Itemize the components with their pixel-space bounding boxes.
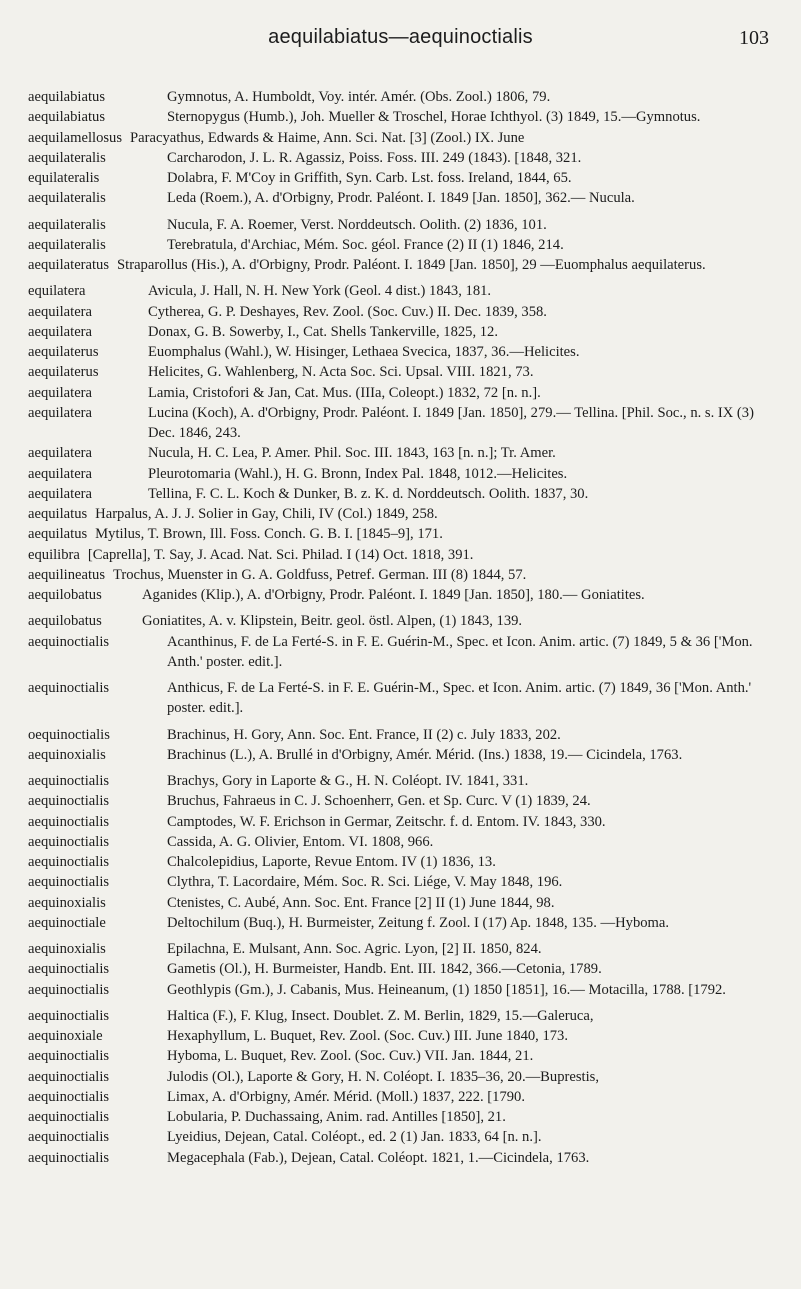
entry	[28, 255, 773, 275]
entry-definition: Pleurotomaria (Wahl.), H. G. Bronn, Index Pal. 1848, 1012.—Helicites.	[148, 465, 568, 482]
entry-term: aequilobatus	[28, 613, 102, 630]
entry-term: aequinoctialis	[28, 833, 110, 850]
entry-definition: Geothlypis (Gm.), J. Cabanis, Mus. Heineanum, (1) 1850 [1851], 16.— Motacilla, 1788. [1792.	[167, 981, 726, 998]
entry	[28, 745, 773, 765]
entry	[28, 771, 773, 791]
entry-definition: Cassida, A. G. Olivier, Entom. VI. 1808, 966.	[167, 833, 434, 850]
entry	[28, 403, 773, 444]
entry-definition: Julodis (Ol.), Laporte & Gory, H. N. Coléopt. I. 1835–36, 20.—Buprestis,	[167, 1068, 599, 1085]
entry-term: aequilabiatus	[28, 109, 105, 126]
entry	[28, 281, 773, 301]
entry-definition: Goniatites, A. v. Klipstein, Beitr. geol. östl. Alpen, (1) 1843, 139.	[142, 613, 523, 630]
page-number: 103	[739, 27, 769, 49]
entry-term: aequinoctiale	[28, 914, 106, 931]
entry-definition: Trochus, Muenster in G. A. Goldfuss, Petref. German. III (8) 1844, 57.	[113, 566, 527, 583]
entry-definition: Aganides (Klip.), A. d'Orbigny, Prodr. Paléont. I. 1849 [Jan. 1850], 180.— Goniatites.	[142, 587, 645, 603]
entry-definition: Nucula, F. A. Roemer, Verst. Norddeutsch. Oolith. (2) 1836, 101.	[167, 216, 547, 233]
entry	[28, 1046, 773, 1066]
entry	[28, 484, 773, 504]
entry-term: aequinoctialis	[28, 961, 110, 978]
entry-term: aequinoxiale	[28, 1028, 103, 1044]
entry-definition: Paracyathus, Edwards & Haime, Ann. Sci. Nat. [3] (Zool.) IX. June	[130, 129, 525, 146]
entry-term: aequilatera	[28, 445, 93, 462]
entry	[28, 893, 773, 913]
entry	[28, 913, 773, 933]
entry-definition: Brachinus (L.), A. Brullé in d'Orbigny, Amér. Mérid. (Ins.) 1838, 19.— Cicindela, 1763.	[167, 746, 683, 763]
entry-definition: Ctenistes, C. Aubé, Ann. Soc. Ent. France [2] II (1) June 1844, 98.	[167, 894, 555, 911]
entry	[28, 1107, 773, 1127]
entry	[28, 791, 773, 811]
entry	[28, 148, 773, 168]
entry-definition: Leda (Roem.), A. d'Orbigny, Prodr. Paléont. I. 1849 [Jan. 1850], 362.— Nucula.	[167, 190, 635, 207]
entry-definition: Helicites, G. Wahlenberg, N. Acta Soc. Sci. Upsal. VIII. 1821, 73.	[148, 364, 534, 381]
page-header	[30, 26, 771, 56]
entry	[28, 322, 773, 342]
entry-definition: Hexaphyllum, L. Buquet, Rev. Zool. (Soc. Cuv.) III. June 1840, 173.	[167, 1028, 568, 1044]
entry-term: aequilatus	[28, 506, 88, 522]
entry	[28, 812, 773, 832]
entry-definition: Sternopygus (Humb.), Joh. Mueller & Troschel, Horae Ichthyol. (3) 1849, 15.—Gymnotus.	[167, 109, 701, 126]
entry	[28, 1026, 773, 1046]
entry-definition: Nucula, H. C. Lea, P. Amer. Phil. Soc. III. 1843, 163 [n. n.]; Tr. Amer.	[148, 445, 556, 462]
entry	[28, 585, 773, 605]
entry	[28, 872, 773, 892]
entry	[28, 959, 773, 979]
entry-term: aequinoctialis	[28, 680, 110, 696]
entry-term: aequinoctialis	[28, 773, 110, 789]
entry-term: aequinoctialis	[28, 1088, 110, 1105]
entry	[28, 1148, 773, 1168]
entry	[28, 443, 773, 463]
entry-term: aequilaterus	[28, 364, 99, 381]
entry-definition: Brachys, Gory in Laporte & G., H. N. Coléopt. IV. 1841, 331.	[167, 773, 529, 789]
entry	[28, 235, 773, 255]
entry-definition: Harpalus, A. J. J. Solier in Gay, Chili, IV (Col.) 1849, 258.	[95, 506, 438, 522]
entry-definition: Camptodes, W. F. Erichson in Germar, Zeitschr. f. d. Entom. IV. 1843, 330.	[167, 813, 606, 830]
entry-term: aequinoxialis	[28, 894, 106, 911]
entry-definition: Brachinus, H. Gory, Ann. Soc. Ent. France, II (2) c. July 1833, 202.	[167, 726, 561, 743]
entry-definition: Carcharodon, J. L. R. Agassiz, Poiss. Foss. III. 249 (1843). [1848, 321.	[167, 149, 582, 166]
entry-definition: [Caprella], T. Say, J. Acad. Nat. Sci. Philad. I (14) Oct. 1818, 391.	[87, 546, 474, 563]
entry-definition: Acanthinus, F. de La Ferté-S. in F. E. Guérin-M., Spec. et Icon. Anim. artic. (7) 1849, 5 & 36 ['Mon. Anth.' poster. edit.].	[167, 633, 753, 670]
entry-definition: Hyboma, L. Buquet, Rev. Zool. (Soc. Cuv.) VII. Jan. 1844, 21.	[167, 1048, 534, 1065]
entry-term: aequilabiatus	[28, 89, 105, 105]
entry-term: aequinoctialis	[28, 854, 110, 870]
entry	[28, 342, 773, 362]
entry-term: aequilatera	[28, 485, 93, 502]
entry-term: equilibra	[28, 546, 80, 563]
entry	[28, 725, 773, 745]
entry-definition: Gymnotus, A. Humboldt, Voy. intér. Amér. (Obs. Zool.) 1806, 79.	[167, 89, 551, 105]
entry	[28, 524, 773, 544]
entry-term: aequilatera	[28, 384, 93, 401]
entry	[28, 107, 773, 127]
entry-term: aequilatera	[28, 323, 93, 340]
entry-term: aequinoctialis	[28, 1149, 110, 1166]
entry-definition: Epilachna, E. Mulsant, Ann. Soc. Agric. Lyon, [2] II. 1850, 824.	[167, 941, 542, 957]
entry-definition: Dolabra, F. M'Coy in Griffith, Syn. Carb. Lst. foss. Ireland, 1844, 65.	[167, 170, 572, 186]
entry-definition: Megacephala (Fab.), Dejean, Catal. Coléopt. 1821, 1.—Cicindela, 1763.	[167, 1149, 590, 1166]
entry	[28, 1006, 773, 1026]
entry-definition: Cytherea, G. P. Deshayes, Rev. Zool. (Soc. Cuv.) II. Dec. 1839, 358.	[148, 303, 547, 320]
entry-term: aequilateralis	[28, 190, 106, 207]
entry-definition: Mytilus, T. Brown, Ill. Foss. Conch. G. B. I. [1845–9], 171.	[95, 526, 443, 543]
entry-definition: Lucina (Koch), A. d'Orbigny, Prodr. Paléont. I. 1849 [Jan. 1850], 279.— Tellina. [Phil. Soc., n. s. IX (3) Dec. 1846, 243.	[148, 404, 754, 441]
entry-list	[28, 87, 773, 1168]
entry-term: aequilaterus	[28, 344, 99, 360]
entry-definition: Haltica (F.), F. Klug, Insect. Doublet. Z. M. Berlin, 1829, 15.—Galeruca,	[167, 1007, 594, 1024]
entry-term: equilateralis	[28, 170, 100, 186]
entry-definition: Gametis (Ol.), H. Burmeister, Handb. Ent. III. 1842, 366.—Cetonia, 1789.	[167, 961, 602, 978]
entry-definition: Lyeidius, Dejean, Catal. Coléopt., ed. 2 (1) Jan. 1833, 64 [n. n.].	[167, 1129, 542, 1146]
entry-term: oequinoctialis	[28, 726, 110, 743]
entry	[28, 980, 773, 1000]
entry-definition: Clythra, T. Lacordaire, Mém. Soc. R. Sci. Liége, V. May 1848, 196.	[167, 874, 563, 891]
entry-definition: Bruchus, Fahraeus in C. J. Schoenherr, Gen. et Sp. Curc. V (1) 1839, 24.	[167, 793, 591, 810]
entry-term: aequilamellosus	[28, 129, 123, 146]
entry-term: aequinoctialis	[28, 1109, 110, 1125]
entry-term: aequinoctialis	[28, 633, 110, 650]
entry-term: aequinoctialis	[28, 793, 110, 810]
entry-term: aequinoctialis	[28, 1007, 110, 1024]
entry-term: aequilateralis	[28, 236, 106, 253]
entry-term: aequilateralis	[28, 216, 106, 233]
entry	[28, 188, 773, 208]
entry	[28, 128, 773, 148]
entry	[28, 611, 773, 631]
entry-definition: Avicula, J. Hall, N. H. New York (Geol. 4 dist.) 1843, 181.	[148, 283, 492, 300]
entry	[28, 632, 773, 673]
entry	[28, 1127, 773, 1147]
entry-definition: Straparollus (His.), A. d'Orbigny, Prodr. Paléont. I. 1849 [Jan. 1850], 29 —Euomphalus aequilaterus.	[117, 257, 706, 273]
entry-definition: Terebratula, d'Archiac, Mém. Soc. géol. France (2) II (1) 1846, 214.	[167, 236, 564, 253]
entry-definition: Anthicus, F. de La Ferté-S. in F. E. Guérin-M., Spec. et Icon. Anim. artic. (7) 1849, 36 ['Mon. Anth.' poster. edit.].	[167, 680, 752, 717]
entry-term: aequilatera	[28, 303, 93, 320]
entry	[28, 464, 773, 484]
entry	[28, 1087, 773, 1107]
entry-term: aequinoxialis	[28, 941, 106, 957]
entry	[28, 939, 773, 959]
entry-term: aequilatus	[28, 526, 88, 543]
entry-definition: Chalcolepidius, Laporte, Revue Entom. IV (1) 1836, 13.	[167, 854, 496, 870]
entry	[28, 504, 773, 524]
entry	[28, 302, 773, 322]
entry-term: aequinoctialis	[28, 981, 110, 998]
entry	[28, 168, 773, 188]
entry	[28, 832, 773, 852]
entry-term: aequinoctialis	[28, 1068, 110, 1085]
entry-term: aequilatera	[28, 404, 93, 421]
entry-term: equilatera	[28, 283, 86, 300]
entry-definition: Tellina, F. C. L. Koch & Dunker, B. z. K. d. Norddeutsch. Oolith. 1837, 30.	[148, 485, 589, 502]
entry-term: aequinoctialis	[28, 1048, 110, 1065]
entry-definition: Lobularia, P. Duchassaing, Anim. rad. Antilles [1850], 21.	[167, 1109, 506, 1125]
entry-term: aequinoctialis	[28, 813, 110, 830]
entry-term: aequilateralis	[28, 149, 106, 166]
entry-definition: Euomphalus (Wahl.), W. Hisinger, Lethaea Svecica, 1837, 36.—Helicites.	[148, 344, 580, 360]
entry-term: aequilobatus	[28, 587, 102, 603]
entry-definition: Limax, A. d'Orbigny, Amér. Mérid. (Moll.) 1837, 222. [1790.	[167, 1088, 525, 1105]
entry-term: aequilatera	[28, 465, 93, 482]
entry-term: aequinoctialis	[28, 874, 110, 891]
entry	[28, 87, 773, 107]
entry-term: aequilateratus	[28, 257, 110, 273]
entry	[28, 215, 773, 235]
entry-definition: Lamia, Cristofori & Jan, Cat. Mus. (IIIa, Coleopt.) 1832, 72 [n. n.].	[148, 384, 541, 401]
entry	[28, 362, 773, 382]
entry-term: aequinoxialis	[28, 746, 106, 763]
entry-term: aequinoctialis	[28, 1129, 110, 1146]
entry-definition: Donax, G. B. Sowerby, I., Cat. Shells Tankerville, 1825, 12.	[148, 323, 498, 340]
entry	[28, 545, 773, 565]
entry	[28, 383, 773, 403]
entry	[28, 678, 773, 719]
entry	[28, 565, 773, 585]
entry	[28, 852, 773, 872]
entry	[28, 1067, 773, 1087]
entry-definition: Deltochilum (Buq.), H. Burmeister, Zeitung f. Zool. I (17) Ap. 1848, 135. —Hyboma.	[167, 914, 670, 931]
running-head: aequilabiatus—aequinoctialis	[268, 26, 533, 48]
entry-term: aequilineatus	[28, 566, 105, 583]
